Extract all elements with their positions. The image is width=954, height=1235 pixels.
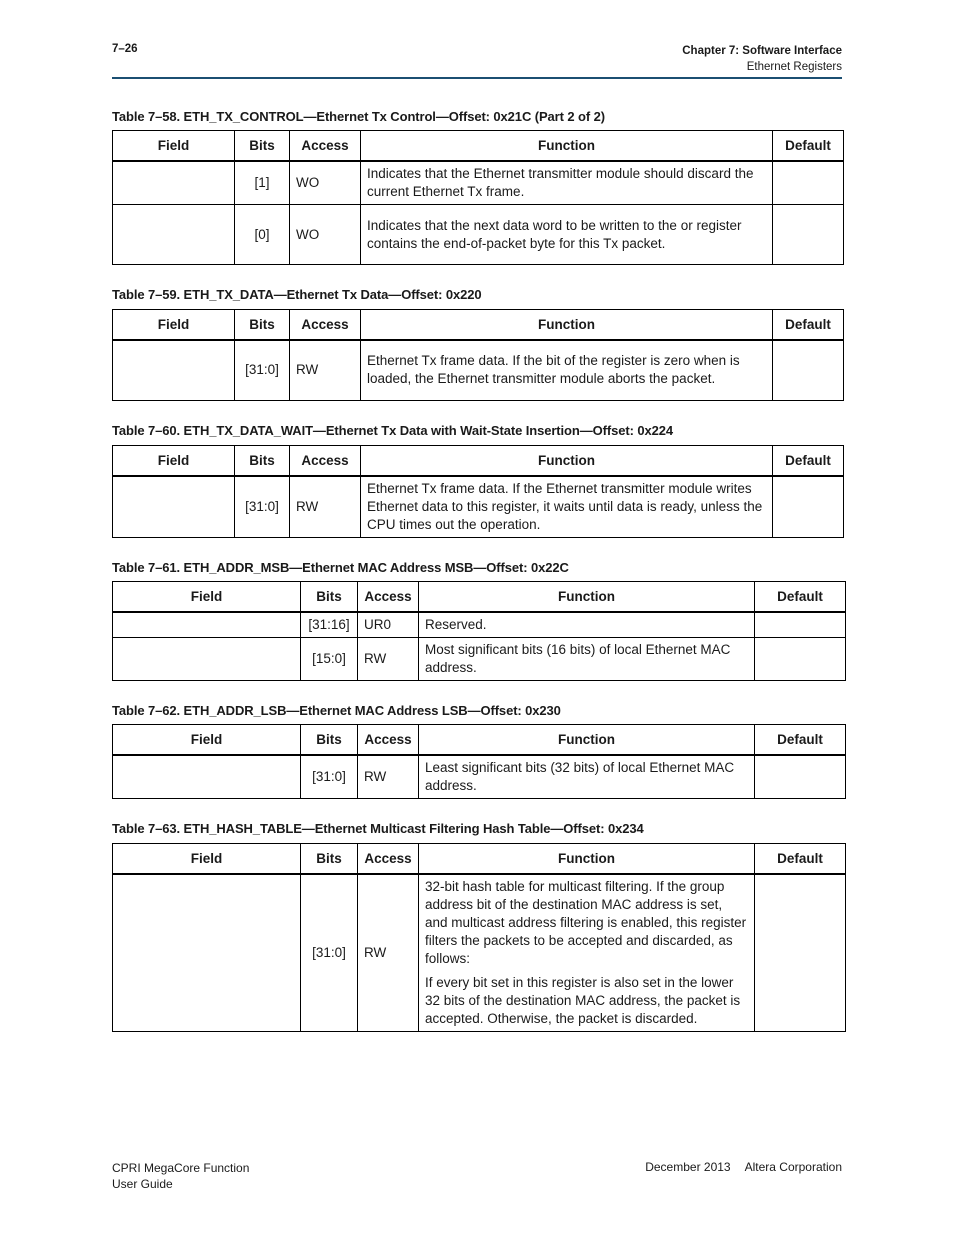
access-header: Access bbox=[358, 582, 419, 613]
default-cell bbox=[773, 205, 844, 265]
function-paragraph: Least significant bits (32 bits) of local Ethernet MAC address. bbox=[425, 760, 735, 793]
table-header-row bbox=[113, 446, 844, 477]
default-cell bbox=[773, 340, 844, 400]
access-cell: RW bbox=[290, 476, 361, 538]
default-cell bbox=[755, 612, 846, 638]
bits-header: Bits bbox=[235, 131, 290, 162]
access-header: Access bbox=[290, 310, 361, 341]
table-header-row bbox=[113, 725, 846, 756]
bits-header: Bits bbox=[301, 844, 358, 875]
table-7-59 bbox=[112, 309, 844, 401]
function-cell bbox=[361, 476, 773, 538]
default-header: Default bbox=[755, 725, 846, 756]
access-cell: RW bbox=[358, 874, 419, 1032]
field-cell bbox=[113, 205, 235, 265]
default-header: Default bbox=[773, 131, 844, 162]
function-header: Function bbox=[361, 131, 773, 162]
section-title: Ethernet Registers bbox=[746, 61, 842, 73]
field-cell bbox=[113, 161, 235, 205]
table-row bbox=[113, 612, 846, 638]
table-header-row bbox=[113, 131, 844, 162]
chapter-title: Chapter 7: Software Interface bbox=[682, 45, 842, 57]
default-header: Default bbox=[755, 844, 846, 875]
table-7-62 bbox=[112, 724, 846, 799]
access-cell: RW bbox=[358, 755, 419, 799]
function-paragraph: Most significant bits (16 bits) of local Ethernet MAC address. bbox=[425, 642, 731, 675]
function-paragraph: Indicates that the next data word to be written to the or register contains the end-of-packet byte for this Tx packet. bbox=[367, 217, 742, 251]
field-cell bbox=[113, 476, 235, 538]
table-row bbox=[113, 476, 844, 538]
access-cell: UR0 bbox=[358, 612, 419, 638]
bits-header: Bits bbox=[235, 310, 290, 341]
default-cell bbox=[773, 161, 844, 205]
default-cell bbox=[773, 476, 844, 538]
default-header: Default bbox=[773, 310, 844, 341]
table-row bbox=[113, 638, 846, 681]
field-cell bbox=[113, 755, 301, 799]
table-caption-7-63: Table 7–63. ETH_HASH_TABLE—Ethernet Multicast Filtering Hash Table—Offset: 0x234 bbox=[112, 821, 644, 836]
function-header: Function bbox=[361, 446, 773, 477]
header-rule bbox=[112, 77, 842, 79]
access-header: Access bbox=[358, 725, 419, 756]
running-header bbox=[682, 43, 842, 75]
bits-cell: [31:0] bbox=[235, 476, 290, 538]
field-header: Field bbox=[113, 310, 235, 341]
field-header: Field bbox=[113, 844, 301, 875]
function-cell bbox=[419, 638, 755, 681]
field-header: Field bbox=[113, 131, 235, 162]
footer-right bbox=[645, 1160, 842, 1174]
table-header-row bbox=[113, 582, 846, 613]
function-paragraph: 32-bit hash table for multicast filtering. If the group address bit of the destination MAC address is set, and multicast address filtering is enabled, this register filters the packets to be accepted and discarded, as follows: bbox=[425, 879, 747, 966]
field-cell bbox=[113, 874, 301, 1032]
field-header: Field bbox=[113, 446, 235, 477]
bits-cell: [31:0] bbox=[301, 755, 358, 799]
bits-cell: [31:0] bbox=[235, 340, 290, 400]
table-row bbox=[113, 755, 846, 799]
table-row bbox=[113, 340, 844, 400]
bits-cell: [31:16] bbox=[301, 612, 358, 638]
table-7-63 bbox=[112, 843, 846, 1032]
function-paragraph: Indicates that the Ethernet transmitter module should discard the current Ethernet Tx frame. bbox=[367, 166, 754, 199]
field-cell bbox=[113, 612, 301, 638]
default-cell bbox=[755, 755, 846, 799]
bits-cell: [1] bbox=[235, 161, 290, 205]
table-7-61 bbox=[112, 581, 846, 681]
access-header: Access bbox=[290, 131, 361, 162]
footer-left bbox=[112, 1160, 249, 1192]
table-caption-7-60: Table 7–60. ETH_TX_DATA_WAIT—Ethernet Tx Data with Wait-State Insertion—Offset: 0x224 bbox=[112, 423, 673, 438]
function-header: Function bbox=[419, 582, 755, 613]
function-header: Function bbox=[419, 725, 755, 756]
footer-product: CPRI MegaCore Function bbox=[112, 1161, 250, 1175]
table-caption-7-61: Table 7–61. ETH_ADDR_MSB—Ethernet MAC Address MSB—Offset: 0x22C bbox=[112, 560, 569, 575]
table-7-60 bbox=[112, 445, 844, 538]
footer-date: December 2013 bbox=[645, 1160, 731, 1174]
table-7-58 bbox=[112, 130, 844, 265]
footer-doc-type: User Guide bbox=[112, 1177, 173, 1191]
page-number: 7–26 bbox=[112, 43, 138, 55]
footer-company: Altera Corporation bbox=[744, 1160, 842, 1174]
function-cell bbox=[361, 205, 773, 265]
function-paragraph: Ethernet Tx frame data. If the Ethernet transmitter module writes Ethernet data to this register, it waits until data is ready, unless the CPU times out the operation. bbox=[367, 481, 763, 532]
table-header-row bbox=[113, 844, 846, 875]
access-cell: WO bbox=[290, 161, 361, 205]
function-header: Function bbox=[419, 844, 755, 875]
default-cell bbox=[755, 638, 846, 681]
function-cell bbox=[361, 340, 773, 400]
bits-header: Bits bbox=[301, 582, 358, 613]
bits-cell: [31:0] bbox=[301, 874, 358, 1032]
access-cell: RW bbox=[290, 340, 361, 400]
field-header: Field bbox=[113, 582, 301, 613]
default-cell bbox=[755, 874, 846, 1032]
access-header: Access bbox=[290, 446, 361, 477]
function-cell bbox=[361, 161, 773, 205]
default-header: Default bbox=[755, 582, 846, 613]
function-header: Function bbox=[361, 310, 773, 341]
function-cell bbox=[419, 755, 755, 799]
bits-cell: [15:0] bbox=[301, 638, 358, 681]
table-caption-7-59: Table 7–59. ETH_TX_DATA—Ethernet Tx Data—Offset: 0x220 bbox=[112, 287, 482, 302]
access-cell: RW bbox=[358, 638, 419, 681]
default-header: Default bbox=[773, 446, 844, 477]
table-header-row bbox=[113, 310, 844, 341]
table-row bbox=[113, 161, 844, 205]
table-caption-7-62: Table 7–62. ETH_ADDR_LSB—Ethernet MAC Address LSB—Offset: 0x230 bbox=[112, 703, 561, 718]
bits-cell: [0] bbox=[235, 205, 290, 265]
field-header: Field bbox=[113, 725, 301, 756]
bits-header: Bits bbox=[301, 725, 358, 756]
function-cell bbox=[419, 874, 755, 1032]
table-row bbox=[113, 205, 844, 265]
table-caption-7-58: Table 7–58. ETH_TX_CONTROL—Ethernet Tx Control—Offset: 0x21C (Part 2 of 2) bbox=[112, 109, 605, 124]
bits-header: Bits bbox=[235, 446, 290, 477]
function-paragraph: Reserved. bbox=[425, 617, 487, 632]
access-cell: WO bbox=[290, 205, 361, 265]
function-cell bbox=[419, 612, 755, 638]
table-row bbox=[113, 874, 846, 1032]
field-cell bbox=[113, 340, 235, 400]
field-cell bbox=[113, 638, 301, 681]
access-header: Access bbox=[358, 844, 419, 875]
function-paragraph: If every bit set in this register is also set in the lower 32 bits of the destination MAC address, the packet is accepted. Otherwise, the packet is discarded. bbox=[425, 975, 741, 1026]
function-paragraph: Ethernet Tx frame data. If the bit of the register is zero when is loaded, the Ethernet transmitter module aborts the packet. bbox=[367, 353, 740, 387]
